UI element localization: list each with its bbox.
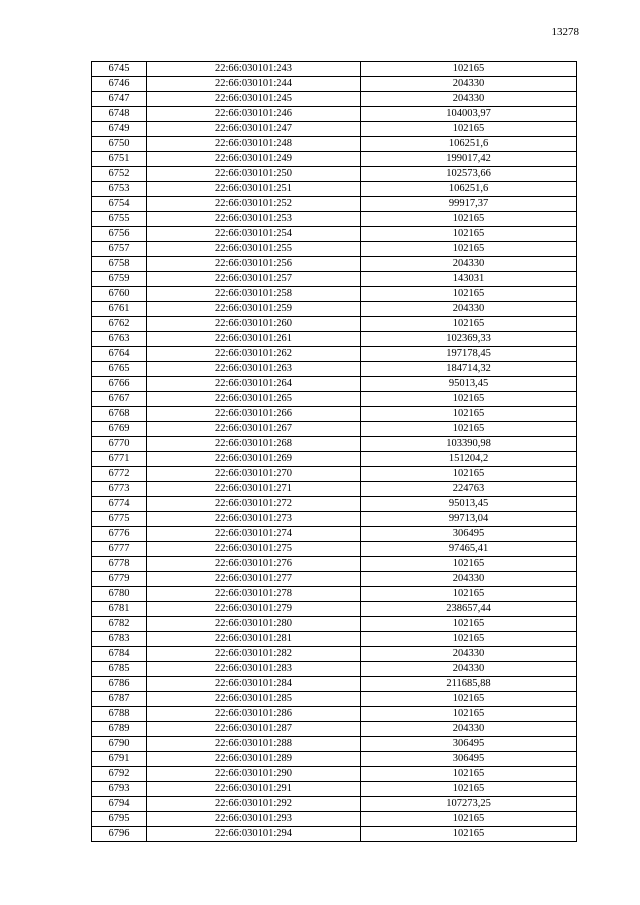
cadastral-number-cell: 22:66:030101:255 bbox=[147, 242, 361, 257]
table-row bbox=[92, 662, 577, 677]
cadastral-number-cell: 22:66:030101:259 bbox=[147, 302, 361, 317]
row-number-cell: 6783 bbox=[92, 632, 147, 647]
row-number-cell: 6785 bbox=[92, 662, 147, 677]
row-number-cell: 6787 bbox=[92, 692, 147, 707]
cadastral-number-cell: 22:66:030101:277 bbox=[147, 572, 361, 587]
cadastral-number-cell: 22:66:030101:252 bbox=[147, 197, 361, 212]
value-cell: 204330 bbox=[361, 647, 577, 662]
table-row bbox=[92, 197, 577, 212]
table-row bbox=[92, 587, 577, 602]
row-number-cell: 6777 bbox=[92, 542, 147, 557]
table-row bbox=[92, 557, 577, 572]
cadastral-number-cell: 22:66:030101:257 bbox=[147, 272, 361, 287]
table-row bbox=[92, 647, 577, 662]
cadastral-number-cell: 22:66:030101:250 bbox=[147, 167, 361, 182]
table-row bbox=[92, 77, 577, 92]
row-number-cell: 6765 bbox=[92, 362, 147, 377]
value-cell: 102165 bbox=[361, 392, 577, 407]
table-row bbox=[92, 572, 577, 587]
cadastral-number-cell: 22:66:030101:283 bbox=[147, 662, 361, 677]
row-number-cell: 6772 bbox=[92, 467, 147, 482]
cadastral-number-cell: 22:66:030101:261 bbox=[147, 332, 361, 347]
row-number-cell: 6790 bbox=[92, 737, 147, 752]
cadastral-number-cell: 22:66:030101:258 bbox=[147, 287, 361, 302]
value-cell: 102165 bbox=[361, 767, 577, 782]
row-number-cell: 6753 bbox=[92, 182, 147, 197]
table-row bbox=[92, 347, 577, 362]
value-cell: 224763 bbox=[361, 482, 577, 497]
value-cell: 106251,6 bbox=[361, 137, 577, 152]
table-row bbox=[92, 767, 577, 782]
cadastral-number-cell: 22:66:030101:278 bbox=[147, 587, 361, 602]
value-cell: 102165 bbox=[361, 287, 577, 302]
table-row bbox=[92, 692, 577, 707]
row-number-cell: 6792 bbox=[92, 767, 147, 782]
value-cell: 99917,37 bbox=[361, 197, 577, 212]
value-cell: 102165 bbox=[361, 557, 577, 572]
table-row bbox=[92, 392, 577, 407]
value-cell: 102573,66 bbox=[361, 167, 577, 182]
cadastral-number-cell: 22:66:030101:269 bbox=[147, 452, 361, 467]
row-number-cell: 6758 bbox=[92, 257, 147, 272]
value-cell: 306495 bbox=[361, 752, 577, 767]
table-row bbox=[92, 107, 577, 122]
table-row bbox=[92, 257, 577, 272]
value-cell: 102165 bbox=[361, 212, 577, 227]
table-row bbox=[92, 797, 577, 812]
table-row bbox=[92, 827, 577, 842]
table-row bbox=[92, 167, 577, 182]
table-row bbox=[92, 332, 577, 347]
value-cell: 102165 bbox=[361, 587, 577, 602]
value-cell: 306495 bbox=[361, 527, 577, 542]
value-cell: 204330 bbox=[361, 722, 577, 737]
table-row bbox=[92, 227, 577, 242]
table-row bbox=[92, 302, 577, 317]
cadastral-number-cell: 22:66:030101:292 bbox=[147, 797, 361, 812]
table-row bbox=[92, 407, 577, 422]
value-cell: 102165 bbox=[361, 467, 577, 482]
cadastral-number-cell: 22:66:030101:262 bbox=[147, 347, 361, 362]
cadastral-number-cell: 22:66:030101:267 bbox=[147, 422, 361, 437]
cadastral-number-cell: 22:66:030101:288 bbox=[147, 737, 361, 752]
value-cell: 102165 bbox=[361, 227, 577, 242]
cadastral-number-cell: 22:66:030101:274 bbox=[147, 527, 361, 542]
cadastral-number-cell: 22:66:030101:282 bbox=[147, 647, 361, 662]
cadastral-number-cell: 22:66:030101:271 bbox=[147, 482, 361, 497]
value-cell: 306495 bbox=[361, 737, 577, 752]
row-number-cell: 6763 bbox=[92, 332, 147, 347]
value-cell: 104003,97 bbox=[361, 107, 577, 122]
row-number-cell: 6748 bbox=[92, 107, 147, 122]
cadastral-table bbox=[91, 61, 577, 842]
row-number-cell: 6756 bbox=[92, 227, 147, 242]
row-number-cell: 6747 bbox=[92, 92, 147, 107]
row-number-cell: 6754 bbox=[92, 197, 147, 212]
table-body bbox=[92, 62, 577, 842]
value-cell: 204330 bbox=[361, 302, 577, 317]
table-row bbox=[92, 707, 577, 722]
cadastral-number-cell: 22:66:030101:254 bbox=[147, 227, 361, 242]
row-number-cell: 6757 bbox=[92, 242, 147, 257]
table-row bbox=[92, 632, 577, 647]
cadastral-number-cell: 22:66:030101:281 bbox=[147, 632, 361, 647]
table-row bbox=[92, 272, 577, 287]
table-row bbox=[92, 752, 577, 767]
row-number-cell: 6781 bbox=[92, 602, 147, 617]
value-cell: 102165 bbox=[361, 122, 577, 137]
cadastral-number-cell: 22:66:030101:293 bbox=[147, 812, 361, 827]
value-cell: 238657,44 bbox=[361, 602, 577, 617]
table-row bbox=[92, 512, 577, 527]
value-cell: 102165 bbox=[361, 422, 577, 437]
table-row bbox=[92, 212, 577, 227]
table-row bbox=[92, 92, 577, 107]
cadastral-number-cell: 22:66:030101:244 bbox=[147, 77, 361, 92]
table-row bbox=[92, 602, 577, 617]
row-number-cell: 6770 bbox=[92, 437, 147, 452]
value-cell: 204330 bbox=[361, 77, 577, 92]
row-number-cell: 6791 bbox=[92, 752, 147, 767]
cadastral-number-cell: 22:66:030101:253 bbox=[147, 212, 361, 227]
row-number-cell: 6764 bbox=[92, 347, 147, 362]
row-number-cell: 6762 bbox=[92, 317, 147, 332]
table-row bbox=[92, 722, 577, 737]
cadastral-number-cell: 22:66:030101:284 bbox=[147, 677, 361, 692]
table-row bbox=[92, 422, 577, 437]
cadastral-number-cell: 22:66:030101:264 bbox=[147, 377, 361, 392]
row-number-cell: 6766 bbox=[92, 377, 147, 392]
value-cell: 102369,33 bbox=[361, 332, 577, 347]
row-number-cell: 6769 bbox=[92, 422, 147, 437]
value-cell: 143031 bbox=[361, 272, 577, 287]
row-number-cell: 6784 bbox=[92, 647, 147, 662]
cadastral-number-cell: 22:66:030101:243 bbox=[147, 62, 361, 77]
row-number-cell: 6780 bbox=[92, 587, 147, 602]
row-number-cell: 6775 bbox=[92, 512, 147, 527]
table-row bbox=[92, 812, 577, 827]
value-cell: 107273,25 bbox=[361, 797, 577, 812]
value-cell: 184714,32 bbox=[361, 362, 577, 377]
value-cell: 102165 bbox=[361, 707, 577, 722]
cadastral-number-cell: 22:66:030101:260 bbox=[147, 317, 361, 332]
value-cell: 204330 bbox=[361, 572, 577, 587]
value-cell: 103390,98 bbox=[361, 437, 577, 452]
table-row bbox=[92, 362, 577, 377]
cadastral-number-cell: 22:66:030101:273 bbox=[147, 512, 361, 527]
value-cell: 95013,45 bbox=[361, 377, 577, 392]
table-row bbox=[92, 242, 577, 257]
row-number-cell: 6752 bbox=[92, 167, 147, 182]
row-number-cell: 6774 bbox=[92, 497, 147, 512]
value-cell: 102165 bbox=[361, 242, 577, 257]
table-row bbox=[92, 782, 577, 797]
row-number-cell: 6759 bbox=[92, 272, 147, 287]
cadastral-number-cell: 22:66:030101:245 bbox=[147, 92, 361, 107]
cadastral-number-cell: 22:66:030101:276 bbox=[147, 557, 361, 572]
row-number-cell: 6771 bbox=[92, 452, 147, 467]
value-cell: 199017,42 bbox=[361, 152, 577, 167]
value-cell: 197178,45 bbox=[361, 347, 577, 362]
row-number-cell: 6755 bbox=[92, 212, 147, 227]
cadastral-number-cell: 22:66:030101:268 bbox=[147, 437, 361, 452]
row-number-cell: 6749 bbox=[92, 122, 147, 137]
value-cell: 151204,2 bbox=[361, 452, 577, 467]
cadastral-number-cell: 22:66:030101:280 bbox=[147, 617, 361, 632]
value-cell: 102165 bbox=[361, 62, 577, 77]
table-row bbox=[92, 287, 577, 302]
table-row bbox=[92, 377, 577, 392]
table-row bbox=[92, 122, 577, 137]
value-cell: 204330 bbox=[361, 92, 577, 107]
value-cell: 102165 bbox=[361, 812, 577, 827]
cadastral-number-cell: 22:66:030101:247 bbox=[147, 122, 361, 137]
cadastral-number-cell: 22:66:030101:270 bbox=[147, 467, 361, 482]
value-cell: 102165 bbox=[361, 317, 577, 332]
row-number-cell: 6768 bbox=[92, 407, 147, 422]
row-number-cell: 6761 bbox=[92, 302, 147, 317]
value-cell: 204330 bbox=[361, 662, 577, 677]
row-number-cell: 6773 bbox=[92, 482, 147, 497]
row-number-cell: 6793 bbox=[92, 782, 147, 797]
row-number-cell: 6795 bbox=[92, 812, 147, 827]
cadastral-number-cell: 22:66:030101:279 bbox=[147, 602, 361, 617]
cadastral-number-cell: 22:66:030101:266 bbox=[147, 407, 361, 422]
row-number-cell: 6786 bbox=[92, 677, 147, 692]
table-row bbox=[92, 737, 577, 752]
cadastral-number-cell: 22:66:030101:251 bbox=[147, 182, 361, 197]
row-number-cell: 6745 bbox=[92, 62, 147, 77]
value-cell: 211685,88 bbox=[361, 677, 577, 692]
table-row bbox=[92, 617, 577, 632]
value-cell: 99713,04 bbox=[361, 512, 577, 527]
cadastral-number-cell: 22:66:030101:256 bbox=[147, 257, 361, 272]
cadastral-number-cell: 22:66:030101:287 bbox=[147, 722, 361, 737]
row-number-cell: 6779 bbox=[92, 572, 147, 587]
cadastral-number-cell: 22:66:030101:272 bbox=[147, 497, 361, 512]
value-cell: 204330 bbox=[361, 257, 577, 272]
cadastral-number-cell: 22:66:030101:294 bbox=[147, 827, 361, 842]
row-number-cell: 6776 bbox=[92, 527, 147, 542]
value-cell: 102165 bbox=[361, 827, 577, 842]
cadastral-number-cell: 22:66:030101:246 bbox=[147, 107, 361, 122]
table-row bbox=[92, 482, 577, 497]
table-row bbox=[92, 677, 577, 692]
value-cell: 102165 bbox=[361, 632, 577, 647]
cadastral-number-cell: 22:66:030101:285 bbox=[147, 692, 361, 707]
table-row bbox=[92, 467, 577, 482]
page-number: 13278 bbox=[551, 26, 579, 38]
cadastral-number-cell: 22:66:030101:265 bbox=[147, 392, 361, 407]
row-number-cell: 6778 bbox=[92, 557, 147, 572]
row-number-cell: 6782 bbox=[92, 617, 147, 632]
cadastral-number-cell: 22:66:030101:263 bbox=[147, 362, 361, 377]
table-row bbox=[92, 182, 577, 197]
table-row bbox=[92, 152, 577, 167]
table-row bbox=[92, 497, 577, 512]
table-row bbox=[92, 137, 577, 152]
row-number-cell: 6751 bbox=[92, 152, 147, 167]
row-number-cell: 6788 bbox=[92, 707, 147, 722]
cadastral-number-cell: 22:66:030101:249 bbox=[147, 152, 361, 167]
value-cell: 106251,6 bbox=[361, 182, 577, 197]
row-number-cell: 6796 bbox=[92, 827, 147, 842]
value-cell: 102165 bbox=[361, 617, 577, 632]
row-number-cell: 6789 bbox=[92, 722, 147, 737]
cadastral-number-cell: 22:66:030101:275 bbox=[147, 542, 361, 557]
table-row bbox=[92, 317, 577, 332]
row-number-cell: 6760 bbox=[92, 287, 147, 302]
cadastral-number-cell: 22:66:030101:248 bbox=[147, 137, 361, 152]
cadastral-number-cell: 22:66:030101:290 bbox=[147, 767, 361, 782]
row-number-cell: 6794 bbox=[92, 797, 147, 812]
value-cell: 102165 bbox=[361, 782, 577, 797]
row-number-cell: 6767 bbox=[92, 392, 147, 407]
value-cell: 102165 bbox=[361, 692, 577, 707]
table-row bbox=[92, 452, 577, 467]
value-cell: 97465,41 bbox=[361, 542, 577, 557]
cadastral-number-cell: 22:66:030101:291 bbox=[147, 782, 361, 797]
cadastral-number-cell: 22:66:030101:289 bbox=[147, 752, 361, 767]
table-row bbox=[92, 62, 577, 77]
table-row bbox=[92, 527, 577, 542]
row-number-cell: 6746 bbox=[92, 77, 147, 92]
table-row bbox=[92, 437, 577, 452]
row-number-cell: 6750 bbox=[92, 137, 147, 152]
value-cell: 95013,45 bbox=[361, 497, 577, 512]
table-row bbox=[92, 542, 577, 557]
cadastral-number-cell: 22:66:030101:286 bbox=[147, 707, 361, 722]
value-cell: 102165 bbox=[361, 407, 577, 422]
